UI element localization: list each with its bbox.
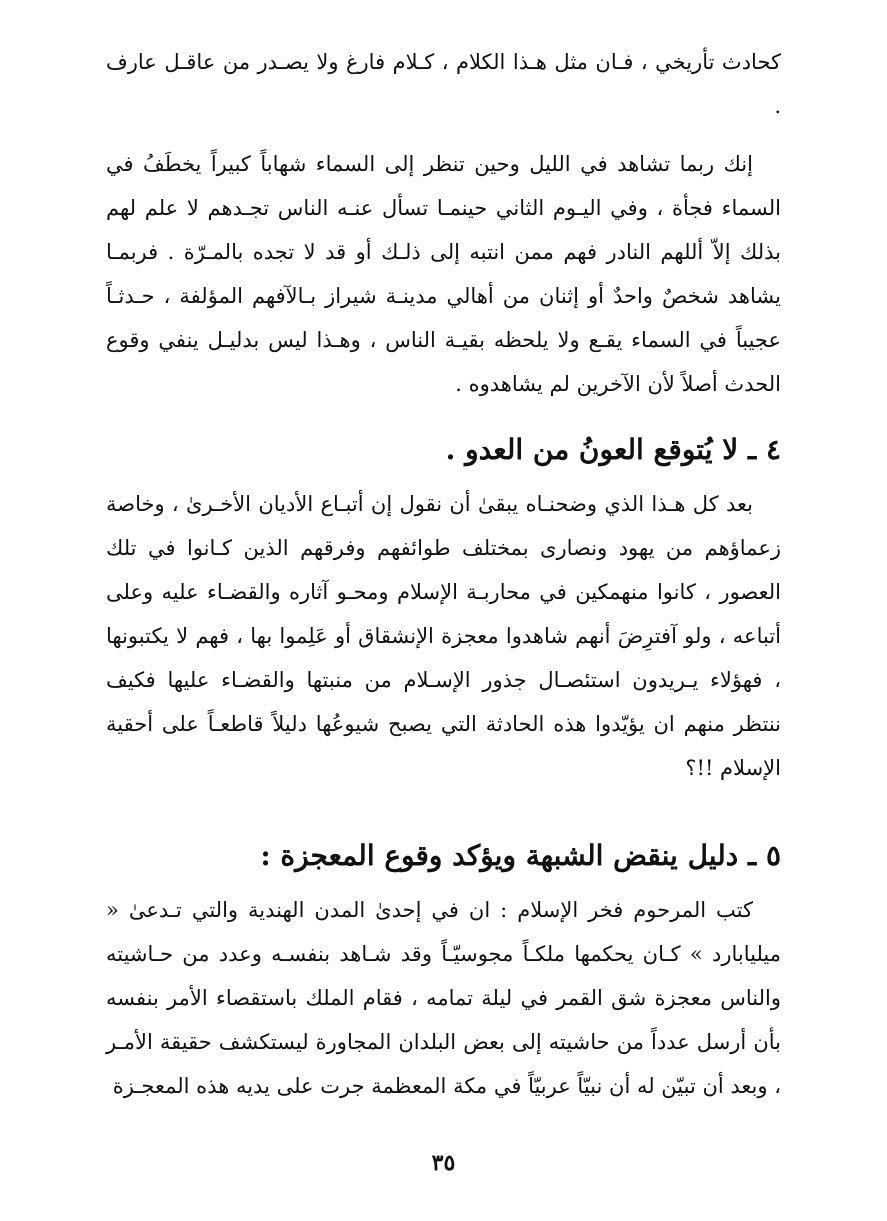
paragraph-fakhr-al-islam: كتب المرحوم فخر الإسلام : ان في إحدىٰ المدن الهندية والتي تـدعىٰ « ميليابارد » كـان يحكمها ملكـاً مجوسيّـاً وقد شـاهد بنفسـه وعدد من حـاشيته والناس معجزة شق القمر في ليلة تمامه ، فقام الملك باستقصاء الأمر بنفسه بأن أرسل عدداً من حاشيته إلى بعض البلدان المجاورة ليستكشف حقيقة الأمـر ، وبعد أن تبيّن له أن نبيّاً عربيّاً في مكة المعظمة جرت على يديه هذه المعجـزة [106,898,781,1098]
section-heading-4: ٤ ـ لا يُتوقع العونُ من العدو . [445,433,781,466]
paragraph-enemies: بعد كل هـذا الذي وضحنـاه يبقىٰ أن نقول إن أتبـاع الأديان الأخـرىٰ ، وخاصة زعماؤهم من يهود ونصارى بمختلف طوائفهم وفرقهم الذين كـانوا في تلك العصور ، كانوا منهمكين في محاربـة الإسلام ومحـو آثاره والقضـاء عليه وعلى أتباعه ، ولو آفترِضَ أنهم شاهدوا معجزة الإنشقاق أو عَلِموا بها ، فهم لا يكتبونها ، فهؤلاء يـريدون استئصـال جذور الإسـلام من منبتها والقضـاء عليها فكيف ننتظر منهم ان يؤيّدوا هذه الحادثة التي يصبح شيوعُها دليلاً قاطعـاً على أحقية الإسلام !!؟ [106,492,781,780]
section-heading-5: ٥ ـ دليل ينقض الشبهة ويؤكد وقوع المعجزة : [260,839,781,872]
page-number: ٣٥ [431,1150,456,1176]
paragraph-meteor-example: إنك ربما تشاهد في الليل وحين تنظر إلى السماء شهاباً كبيراً يخطَفُ في السماء فجأة ، وفي اليـوم الثاني حينمـا تسأل عنـه الناس تجـدهم لا علم لهم بذلك إلاّ أللهم النادر فهم ممن انتبه إلى ذلـك أو قد لا تجده بالمـرّة . فربمـا يشاهد شخصٌ واحدٌ أو إثنان من أهالي مدينـة شيراز بـالآفهم المؤلفة ، حـدثـاً عجيباً في السماء يقـع ولا يلحظه بقيـة الناس ، وهـذا ليس بدليـل ينفي وقوع الحدث أصلاً لأن الآخرين لم يشاهدوه . [106,152,781,396]
paragraph-continuation: كحادث تأريخي ، فـان مثل هـذا الكلام ، كـلام فارغ ولا يصـدر من عاقـل عارف . [106,50,781,118]
